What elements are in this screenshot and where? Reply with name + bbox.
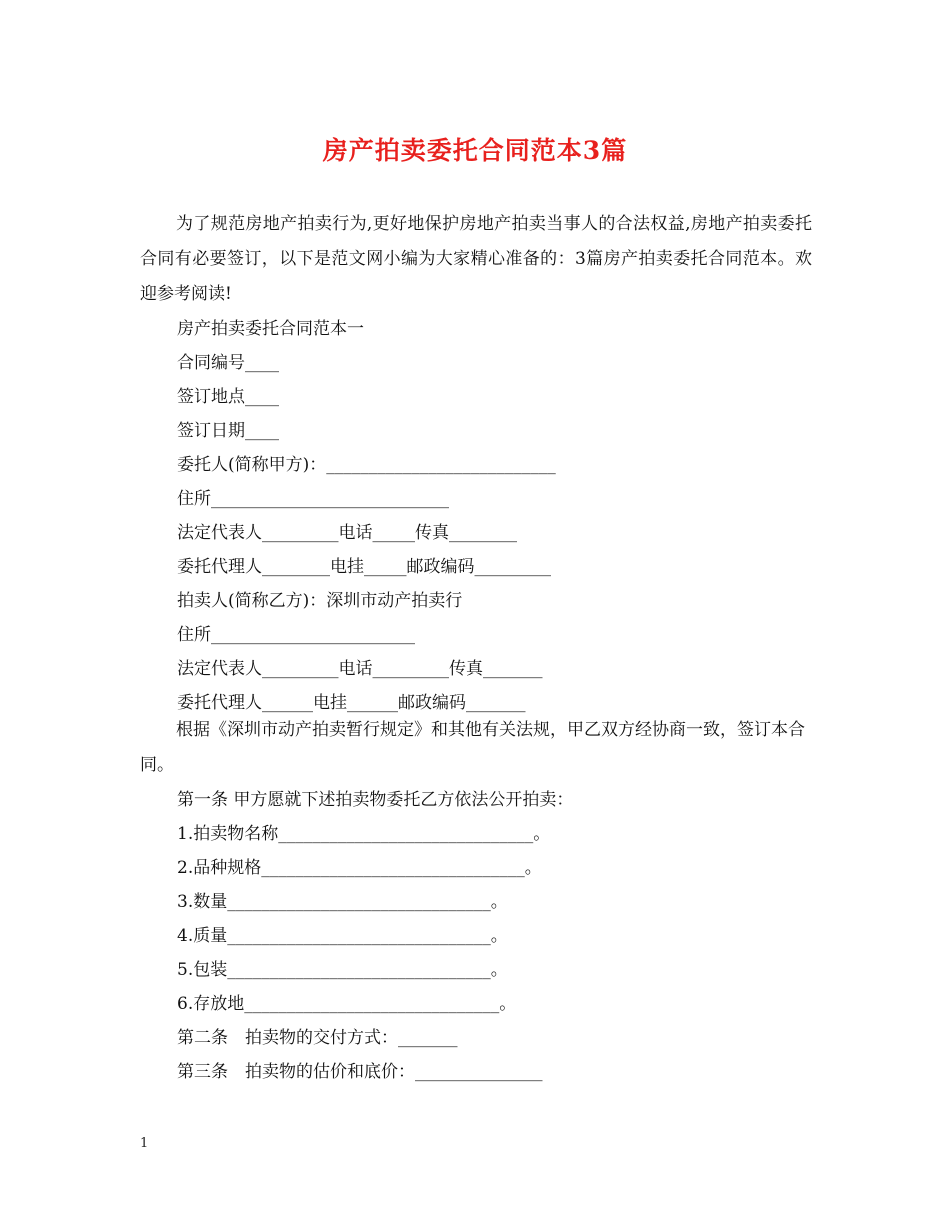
item-packaging: 5.包装_______________________________。 (177, 960, 508, 980)
field-signing-date: 签订日期____ (177, 421, 279, 441)
field-party-a-representative: 法定代表人_________电话_____传真________ (177, 523, 517, 543)
article-1: 第一条 甲方愿就下述拍卖物委托乙方依法公开拍卖： (177, 790, 574, 810)
field-party-b-agent: 委托代理人______电挂______邮政编码_______ (177, 693, 526, 713)
article-2: 第二条 拍卖物的交付方式：_______ (177, 1028, 458, 1048)
field-contract-number: 合同编号____ (177, 353, 279, 373)
page-number: 1 (140, 1136, 149, 1151)
contract-subtitle: 房产拍卖委托合同范本一 (177, 319, 364, 339)
field-party-b-address: 住所________________________ (177, 625, 415, 645)
item-specification: 2.品种规格_______________________________。 (177, 858, 542, 878)
basis-paragraph: 根据《深圳市动产拍卖暂行规定》和其他有关法规，甲乙双方经协商一致，签订本合同。 (140, 720, 805, 775)
contract-articles (177, 783, 817, 1089)
field-party-b-representative: 法定代表人_________电话_________传真_______ (177, 659, 543, 679)
item-quality: 4.质量_______________________________。 (177, 926, 508, 946)
document-title: 房产拍卖委托合同范本3篇 (322, 136, 628, 165)
field-signing-place: 签订地点____ (177, 387, 279, 407)
item-quantity: 3.数量_______________________________。 (177, 892, 508, 912)
contract-header-fields (177, 312, 817, 720)
field-party-b: 拍卖人(简称乙方)：深圳市动产拍卖行 (177, 591, 463, 611)
item-storage: 6.存放地______________________________。 (177, 994, 517, 1014)
intro-paragraph: 为了规范房地产拍卖行为,更好地保护房地产拍卖当事人的合法权益,房地产拍卖委托合同有必要签订，以下是范文网小编为大家精心准备的：3篇房产拍卖委托合同范本。欢迎参考阅读! (140, 214, 812, 304)
field-party-a: 委托人(简称甲方)：___________________________ (177, 455, 556, 475)
field-party-a-agent: 委托代理人________电挂_____邮政编码_________ (177, 557, 551, 577)
item-name: 1.拍卖物名称______________________________。 (177, 824, 551, 844)
field-party-a-address: 住所____________________________ (177, 489, 449, 509)
article-3: 第三条 拍卖物的估价和底价：_______________ (177, 1062, 543, 1082)
